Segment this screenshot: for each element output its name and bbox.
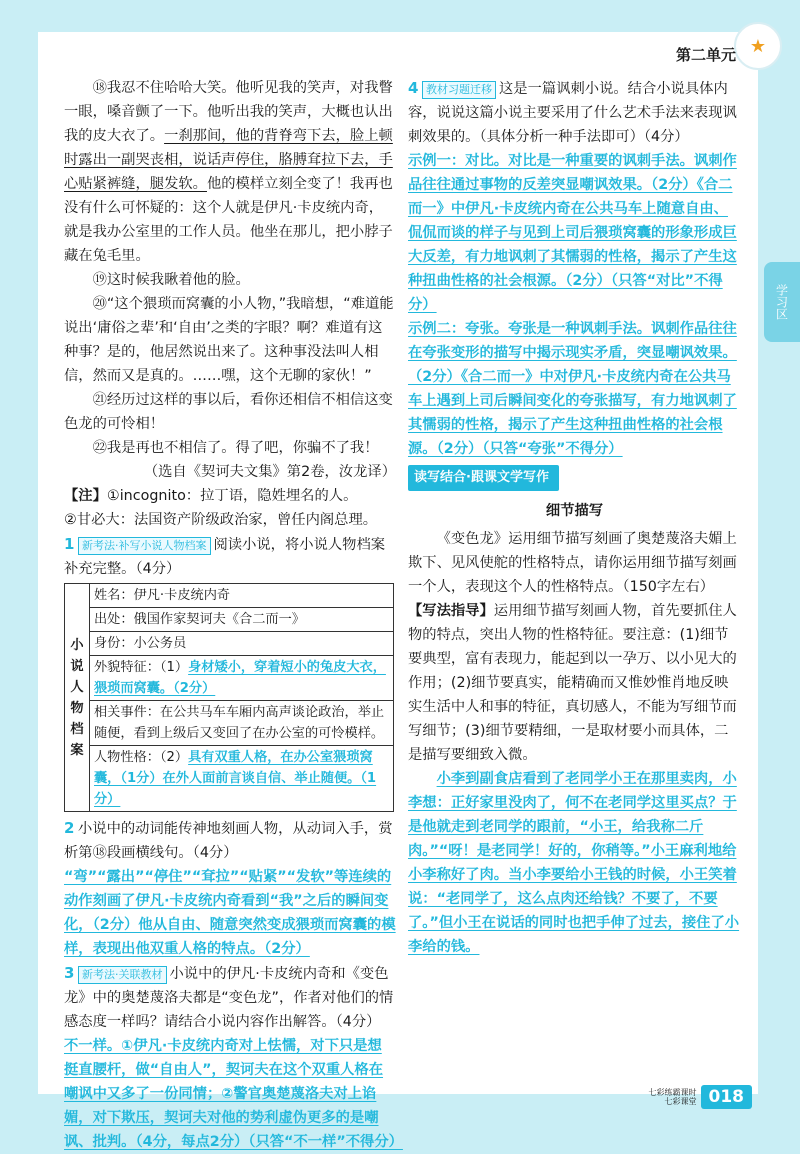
q1-stem: 阅读小说，将小说人物档案补充完整。（4分）	[64, 537, 386, 577]
note-2: ②甘必大：法国资产阶级政治家，曾任内阁总理。	[64, 512, 378, 528]
guide-text: 运用细节描写刻画人物，首先要抓住人物的特点，突出人物的性格特征。要注意：(1)细节要典型，富有表现力，能起到以一孕万、以小见大的作用；(2)细节要真实，能精确而又惟妙惟肖地反映实生活中人和事的特征，真切感人，不能为写细节而写细节；(3)细节要精细，一是取材要小而具体，二是描写要细致入微。	[408, 603, 737, 763]
trait-label: 人物性格：（2）	[94, 750, 189, 765]
question-4	[408, 76, 741, 149]
q3-answer: 不一样。①伊凡·卡皮统内奇对上怯懦，对下只是想挺直腰杆，做“自由人”，契诃夫在这个双重人格在嘲讽中又多了一份同情；②警官奥楚蔑洛夫对上谄媚，对下欺压，契诃夫对他的势利虚伪更多的是嘲讽、批判。（4分，每点2分）（只答“不一样”不得分）	[64, 1038, 403, 1150]
profile-label: 小说人物档案	[65, 584, 90, 812]
side-tab[interactable]	[764, 262, 800, 342]
q4-answer-2: 示例二：夸张。夸张是一种讽刺手法。讽刺作品往往在夸张变形的描写中揭示现实矛盾，突显嘲讽效果。（2分）《合二而一》中对伊凡·卡皮统内奇在公共马车上遇到上司后瞬间变化的夸张描写，有力地讽刺了其懦弱的性格，揭示了产生这种扭曲性格的社会根源。（2分）（只答“夸张”不得分）	[408, 321, 737, 457]
footer-tag-2: 七彩课堂	[664, 1097, 697, 1106]
right-column	[408, 76, 741, 959]
paragraph-20: ⑳“这个猥琐而窝囊的小人物，”我暗想，“难道能说出‘庸俗之辈’和‘自由’之类的字眼？啊？难道有这种事？是的，他居然说出来了。这种事没法叫人相信，然而又是真的。……嘿，这个无聊的家伙！”	[64, 296, 394, 384]
character-profile-table	[64, 583, 394, 812]
profile-name: 姓名：伊凡·卡皮统内奇	[90, 584, 394, 608]
writing-title: 细节描写	[545, 503, 604, 519]
paragraph-22: ㉒我是再也不相信了。得了吧，你骗不了我！	[92, 440, 379, 456]
q3-tag: 新考法·关联教材	[78, 966, 167, 984]
profile-event: 相关事件：在公共马车车厢内高声谈论政治，举止随便，看到上级后又变回了在办公室的可怜模样。	[90, 701, 394, 746]
q1-tag: 新考法·补写小说人物档案	[78, 537, 211, 555]
p18-text-post: 他的模样立刻全变了！我再也没有什么可怀疑的：这个人就是伊凡·卡皮统内奇，就是我办公室里的工作人员。他坐在那儿，把小脖子藏在兔毛里。	[64, 176, 393, 264]
side-tab-label: 学习区	[774, 284, 789, 320]
unit-title: 第二单元	[675, 46, 736, 64]
trait-answer: 具有双重人格，在办公室猥琐窝囊，（1分）在外人面前言谈自信、举止随便。（1分）	[94, 750, 377, 807]
note-1-text: ①incognito：拉丁语，隐姓埋名的人。	[106, 488, 358, 504]
q4-answer-1: 示例一：对比。对比是一种重要的讽刺手法。讽刺作品往往通过事物的反差突显嘲讽效果。（2分）《合二而一》中伊凡·卡皮统内奇在公共马车上随意自由、侃侃而谈的样子与见到上司后猥琐窝囊的形象形成巨大反差，有力地讽刺了其懦弱的性格，揭示了产生这种扭曲性格的社会根源。（2分）（只答“对比”不得分）	[408, 153, 737, 313]
q2-answer: “弯”“露出”“停住”“耷拉”“贴紧”“发软”等连续的动作刻画了伊凡·卡皮统内奇看到“我”之后的瞬间变化，（2分）他从自由、随意突然变成猥琐而窝囊的模样，表现出他双重人格的特点。（2分）	[64, 869, 396, 957]
q2-stem: 小说中的动词能传神地刻画人物，从动词入手，赏析第⑱段画横线句。（4分）	[64, 821, 393, 861]
star-badge-icon: ★	[734, 22, 782, 70]
profile-identity: 身份：小公务员	[90, 632, 394, 656]
q4-number: 4	[408, 79, 419, 97]
question-2	[64, 816, 396, 865]
writing-banner: 读写结合·跟课文学写作	[408, 465, 559, 491]
writing-guide	[408, 599, 741, 767]
page-footer	[649, 1085, 753, 1109]
q2-number: 2	[64, 819, 75, 837]
paragraph-19: ⑲这时候我瞅着他的脸。	[92, 272, 250, 288]
page-number: 018	[701, 1085, 753, 1109]
look-answer: 身材矮小，穿着短小的兔皮大衣，猥琐而窝囊。（2分）	[94, 660, 386, 696]
p18-underlined: 一刹那间，他的背脊弯下去，脸上顿时露出一副哭丧相，说话声停住，胳膊耷拉下去，手心贴紧裤缝，腿发软。	[64, 128, 393, 192]
question-1	[64, 532, 396, 581]
q1-number: 1	[64, 535, 75, 553]
q3-stem: 小说中的伊凡·卡皮统内奇和《变色龙》中的奥楚蔑洛夫都是“变色龙”，作者对他们的情感态度一样吗？请结合小说内容作出解答。（4分）	[64, 966, 394, 1030]
profile-source: 出处：俄国作家契诃夫《合二而一》	[90, 608, 394, 632]
question-3	[64, 961, 396, 1034]
note-1	[64, 484, 396, 508]
writing-sample: 小李到副食店看到了老同学小王在那里卖肉，小李想：正好家里没肉了，何不在老同学这里买点？于是他就走到老同学的跟前，“小王，给我称二斤肉。”“呀！是老同学！好的，你稍等。”小王麻利地给小李称好了肉。当小李要给小王钱的时候，小王笑着说：“老同学了，这么点肉还给钱？不要了，不要了。”但小王在说话的同时也把手伸了过去，接住了小李给的钱。	[408, 771, 740, 955]
note-label: 【注】	[64, 488, 107, 504]
guide-label: 【写法指导】	[408, 603, 494, 619]
left-column	[64, 76, 403, 1154]
profile-trait	[90, 746, 394, 812]
q4-stem: 这是一篇讽刺小说。结合小说具体内容，说说这篇小说主要采用了什么艺术手法来表现讽刺效果的。（具体分析一种手法即可）（4分）	[408, 81, 737, 145]
q3-number: 3	[64, 964, 75, 982]
story-source: （选自《契诃夫文集》第2卷，汝龙译）	[143, 464, 396, 480]
writing-prompt: 《变色龙》运用细节描写刻画了奥楚蔑洛夫媚上欺下、见风使舵的性格特点，请你运用细节描写刻画一个人，表现这个人的性格特点。（150字左右）	[408, 531, 737, 595]
q4-tag: 教材习题迁移	[422, 81, 496, 99]
paragraph-18	[64, 76, 396, 268]
footer-tags	[649, 1088, 697, 1106]
p18-text: ⑱我忍不住哈哈大笑。他听见我的笑声，对我瞥一眼，嗓音颤了一下。他听出我的笑声，大概也认出我的皮大衣了。	[64, 80, 393, 144]
paragraph-21: ㉑经历过这样的事以后，看你还相信不相信这变色龙的可怜相！	[64, 392, 393, 432]
look-label: 外貌特征：（1）	[94, 660, 189, 675]
profile-look	[90, 656, 394, 701]
footer-tag-1: 七彩练霸课时	[648, 1088, 697, 1097]
